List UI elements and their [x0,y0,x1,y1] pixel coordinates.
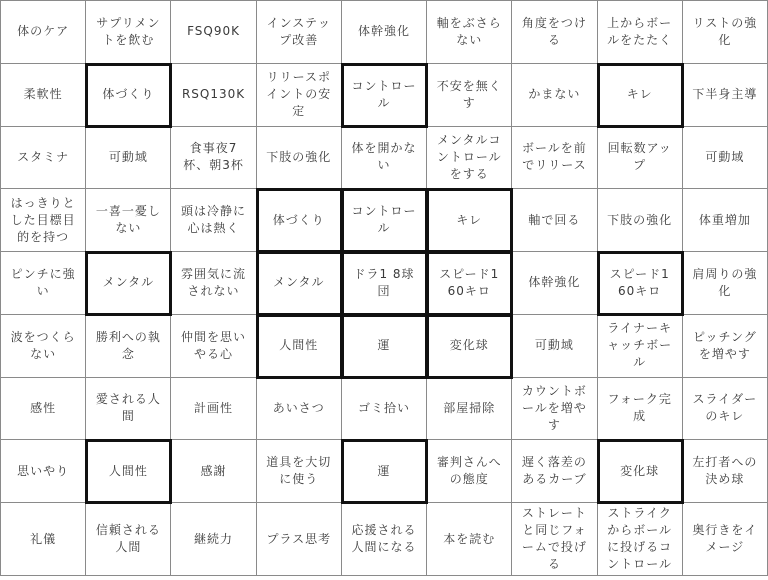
grid-cell [170,251,255,314]
grid-cell [85,126,170,189]
sub-goal-cell [85,439,170,502]
cell-text: 道具を大切に使う [266,455,332,487]
cell-text: メンタル [102,275,155,290]
cell-text: 食事夜7杯、朝3杯 [183,141,244,173]
cell-text: 下肢の強化 [266,149,332,164]
cell-text: 下肢の強化 [607,212,673,227]
grid-cell [682,63,767,126]
grid-cell [511,0,596,63]
grid-cell [511,251,596,314]
grid-cell [256,439,341,502]
cell-text: 感性 [30,400,57,415]
grid-cell [0,439,85,502]
cell-text: コントロール [351,78,417,110]
cell-text: 体のケア [17,24,70,39]
cell-text: 愛される人間 [95,392,161,424]
cell-text: 雰囲気に流されない [181,266,247,298]
grid-cell [170,0,255,63]
sub-goal-cell [85,251,170,314]
cell-text: はっきりとした目標目的を持つ [10,195,76,244]
cell-text: 体幹強化 [528,275,581,290]
grid-cell [256,314,341,377]
grid-cell [511,502,596,575]
sub-goal-cell [597,439,682,502]
grid-cell [256,188,341,251]
grid-cell [341,126,426,189]
grid-cell [0,502,85,575]
grid-cell [0,63,85,126]
cell-text: 頭は冷静に心は熱く [181,204,247,236]
cell-text: 継続力 [194,531,234,546]
grid-cell [511,377,596,440]
grid-cell [511,63,596,126]
cell-text: 体重増加 [698,212,751,227]
grid-cell [341,0,426,63]
cell-text: ボールを前でリリース [522,141,587,173]
grid-cell [170,502,255,575]
grid-cell [682,126,767,189]
cell-text: 仲間を思いやる心 [181,329,247,361]
cell-text: プラス思考 [266,531,332,546]
grid-cell [256,126,341,189]
cell-text: 軸で回る [528,212,581,227]
grid-cell [341,188,426,251]
grid-cell [426,502,511,575]
grid-cell [170,188,255,251]
grid-cell [426,188,511,251]
grid-cell [511,314,596,377]
grid-cell [426,314,511,377]
cell-text: 運 [377,338,391,353]
main-goal-cell [341,251,426,314]
cell-text: 体を開かない [351,141,417,173]
grid-cell [682,0,767,63]
sub-goal-cell [341,439,426,502]
cell-text: スピード160キロ [609,266,670,298]
grid-cell [170,439,255,502]
cell-text: ライナーキャッチボール [607,321,673,370]
grid-cell [682,188,767,251]
cell-text: 角度をつける [521,15,587,47]
grid-cell [426,0,511,63]
cell-text: 計画性 [194,400,234,415]
cell-text: フォーク完成 [607,392,672,424]
cell-text: RSQ130K [181,87,246,102]
cell-text: スタミナ [17,149,70,164]
cell-text: 勝利への執念 [95,329,161,361]
cell-text: メンタルコントロールをする [436,132,502,181]
cell-text: インステップ改善 [266,15,331,47]
cell-text: FSQ90K [187,24,240,39]
cell-text: かまない [528,87,581,102]
grid-cell [170,377,255,440]
cell-text: 応援される人間になる [351,523,417,554]
grid-cell [682,439,767,502]
cell-text: 部屋掃除 [443,400,496,415]
grid-cell [85,502,170,575]
sub-goal-cell [341,63,426,126]
cell-text: ゴミ拾い [357,400,410,415]
grid-cell [170,126,255,189]
grid-cell [341,502,426,575]
grid-cell [511,126,596,189]
cell-text: ドラ1 8球団 [353,266,415,298]
grid-cell [0,251,85,314]
cell-text: あいさつ [272,400,325,415]
cell-text: 一喜一憂しない [95,204,161,236]
cell-text: リストの強化 [692,15,758,47]
cell-text: 可動域 [534,338,574,353]
cell-text: カウントボールを増やす [521,383,587,432]
grid-cell [85,188,170,251]
sub-goal-cell [597,251,682,314]
cell-text: コントロール [351,204,417,236]
cell-text: 人間性 [108,463,148,478]
grid-cell [0,377,85,440]
grid-cell [85,0,170,63]
cell-text: 上からボールをたたく [607,15,673,47]
cell-text: 信頼される人間 [95,523,161,554]
cell-text: 遅く落差のあるカーブ [521,455,587,487]
cell-text: 波をつくらない [10,329,76,361]
cell-text: 不安を無くす [436,78,502,110]
grid-cell [597,502,682,575]
cell-text: 体幹強化 [357,24,410,39]
cell-text: 思いやり [17,463,70,478]
grid-cell [170,314,255,377]
grid-cell [341,314,426,377]
cell-text: ストレートと同じフォームで投げる [521,506,587,571]
grid-cell [426,439,511,502]
cell-text: 審判さんへの態度 [436,455,502,487]
grid-cell [256,63,341,126]
cell-text: 人間性 [279,338,319,353]
sub-goal-cell [597,63,682,126]
cell-text: 回転数アップ [607,141,672,173]
cell-text: 奥行きをイメージ [692,523,758,554]
cell-text: スライダーのキレ [692,392,758,424]
cell-text: ストライクからボールに投げるコントロール [607,506,673,571]
grid-cell [0,314,85,377]
cell-text: ピッチングを増やす [693,329,757,361]
grid-cell [170,63,255,126]
grid-cell [0,0,85,63]
cell-text: キレ [626,87,653,102]
grid-cell [256,502,341,575]
grid-cell [256,251,341,314]
grid-cell [511,439,596,502]
grid-cell [597,377,682,440]
cell-text: 可動域 [705,149,745,164]
cell-text: 本を読む [443,531,496,546]
grid-cell [0,188,85,251]
cell-text: 可動域 [108,149,148,164]
grid-cell [682,377,767,440]
cell-text: 下半身主導 [692,87,758,102]
cell-text: キレ [456,212,483,227]
sub-goal-cell [85,63,170,126]
cell-text: 体づくり [102,87,155,102]
cell-text: 運 [377,463,391,478]
cell-text: 変化球 [620,463,660,478]
grid-cell [597,314,682,377]
grid-cell [0,126,85,189]
grid-cell [511,188,596,251]
grid-cell [597,126,682,189]
cell-text: 礼儀 [30,531,57,546]
grid-cell [85,314,170,377]
cell-text: 肩周りの強化 [692,266,758,298]
grid-cell [85,377,170,440]
cell-text: リリースポイントの安定 [266,70,332,119]
cell-text: ピンチに強い [10,266,76,298]
cell-text: 変化球 [449,338,489,353]
grid-cell [682,251,767,314]
grid-cell [682,502,767,575]
grid-cell [256,377,341,440]
grid-cell [426,377,511,440]
grid-cell [256,0,341,63]
cell-text: メンタル [273,275,325,290]
grid-cell [426,63,511,126]
cell-text: 柔軟性 [23,87,63,102]
grid-cell [597,0,682,63]
cell-text: 体づくり [272,212,325,227]
grid-cell [426,251,511,314]
cell-text: スピード160キロ [439,266,500,298]
cell-text: 左打者への決め球 [692,455,758,487]
cell-text: サプリメントを飲む [96,15,161,47]
cell-text: 感謝 [200,463,227,478]
grid-cell [597,188,682,251]
grid-cell [682,314,767,377]
grid-cell [426,126,511,189]
grid-cell [341,377,426,440]
cell-text: 軸をぶさらない [436,15,502,47]
